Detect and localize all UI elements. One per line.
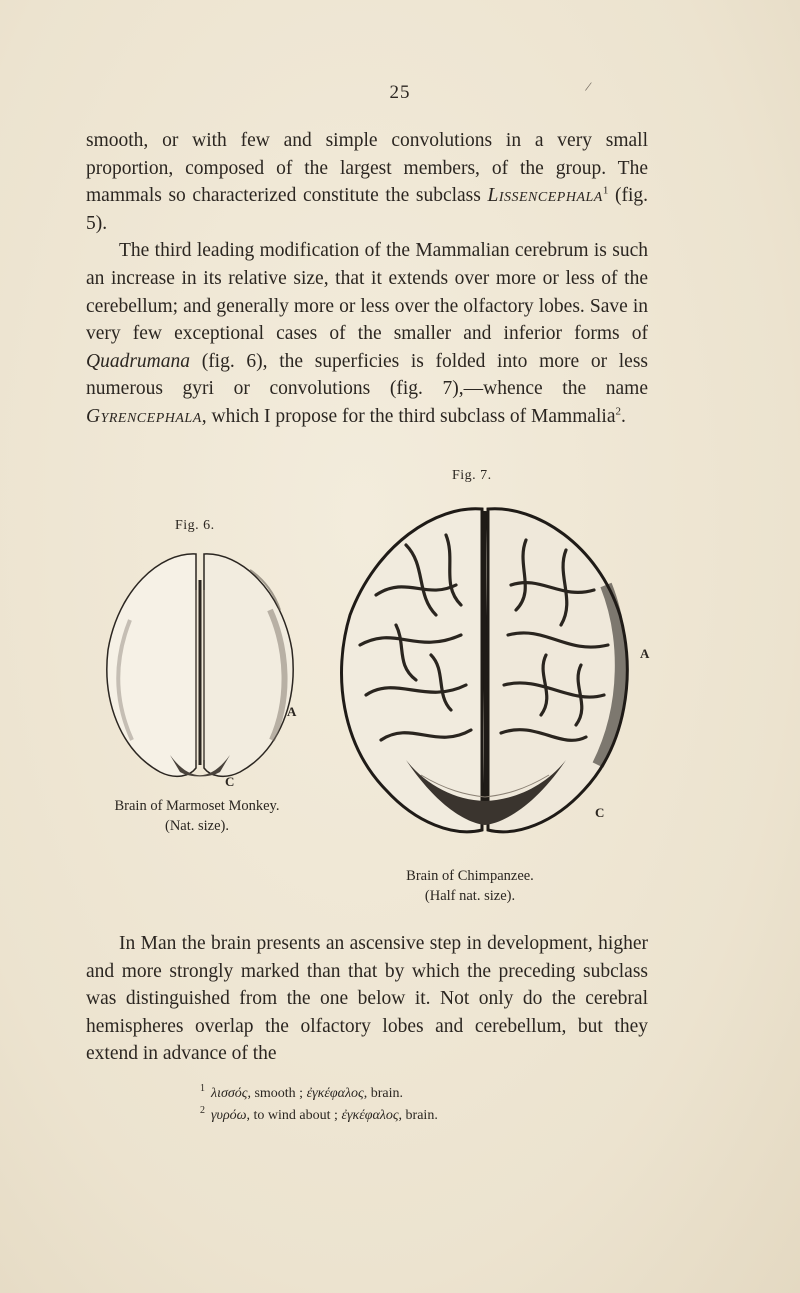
paragraph-1-tail: (fig. 5). — [86, 185, 649, 234]
footnote-1-greek-2: ἐγκέφαλος — [306, 1086, 364, 1101]
lower-text-block — [86, 930, 648, 1068]
footnote-1-number: 1 — [200, 1083, 205, 1095]
chimpanzee-brain-illustration — [336, 505, 632, 837]
paragraph-2 — [86, 237, 648, 430]
paragraph-2-middle: (fig. 6), the superficies is folded into more or less numerous gyri or convolutions (fig. 7),—whence the name — [86, 350, 648, 400]
figure-6-caption — [82, 796, 312, 836]
figure-6-label: Fig. 6. — [175, 518, 215, 533]
footnote-1-greek: λισσός — [211, 1086, 248, 1101]
footnote-1 — [200, 1083, 438, 1105]
paragraph-1 — [86, 127, 648, 237]
paragraph-1-text: smooth, or with few and simple convolutions in a very small proportion, composed of the largest members, of the group. The mammals so characterized constitute the subclass — [86, 130, 648, 207]
term-lissencephala: Lissencephala — [487, 185, 603, 207]
page-number: 25 — [389, 82, 411, 103]
footnote-2-gloss: , to wind about ; — [246, 1108, 342, 1123]
figure-7-label: Fig. 7. — [452, 468, 492, 483]
footnote-2-greek-2: ἐγκέφαλος — [341, 1108, 399, 1123]
paragraph-3: In Man the brain presents an ascensive step in development, higher and more strongly marked than that by which the preceding subclass was distinguished from the one below it. Not only do the cerebral hemispheres overlap the olfactory lobes and cerebellum, but they extend in advance of the — [86, 933, 648, 1065]
footnote-2 — [200, 1105, 438, 1127]
footnote-2-gloss-2: , brain. — [398, 1108, 438, 1123]
marmoset-brain-illustration — [100, 550, 300, 780]
pencil-tick-mark: / — [583, 79, 593, 96]
term-quadrumana: Quadrumana — [86, 350, 191, 372]
figure-6-caption-line-1: Brain of Marmoset Monkey. — [114, 798, 280, 814]
footnote-1-gloss: , smooth ; — [247, 1086, 307, 1101]
figure-6-letter-a: A — [287, 704, 297, 719]
footnote-ref-2[interactable]: 2 — [615, 405, 622, 418]
figure-7-caption-line-1: Brain of Chimpanzee. — [406, 868, 534, 884]
figure-6-caption-line-2: (Nat. size). — [164, 818, 229, 834]
term-gyrencephala: Gyrencephala — [86, 405, 202, 427]
upper-text-block — [86, 127, 648, 431]
footnote-ref-1[interactable]: 1 — [602, 184, 609, 197]
footnote-2-number: 2 — [200, 1105, 205, 1117]
footnotes — [200, 1083, 438, 1127]
figure-7-letter-c: C — [595, 805, 605, 820]
paragraph-2-end: . — [621, 405, 626, 427]
figure-6-letter-c: C — [225, 774, 235, 789]
figure-7-caption — [360, 866, 580, 906]
paragraph-2-continued: , which I propose for the third subclass of Mammalia — [201, 405, 616, 427]
footnote-2-greek: γυρόω — [211, 1108, 247, 1123]
figure-7-letter-a: A — [640, 646, 650, 661]
figure-7-caption-line-2: (Half nat. size). — [424, 888, 516, 904]
paragraph-2-text: The third leading modification of the Mammalian cerebrum is such an increase in its relative size, that it extends over more or less of the cerebellum; and generally more or less over the olfactory lobes. Save in very few exceptional cases of the smaller and inferior forms of — [86, 240, 648, 345]
footnote-1-gloss-2: , brain. — [363, 1086, 403, 1101]
